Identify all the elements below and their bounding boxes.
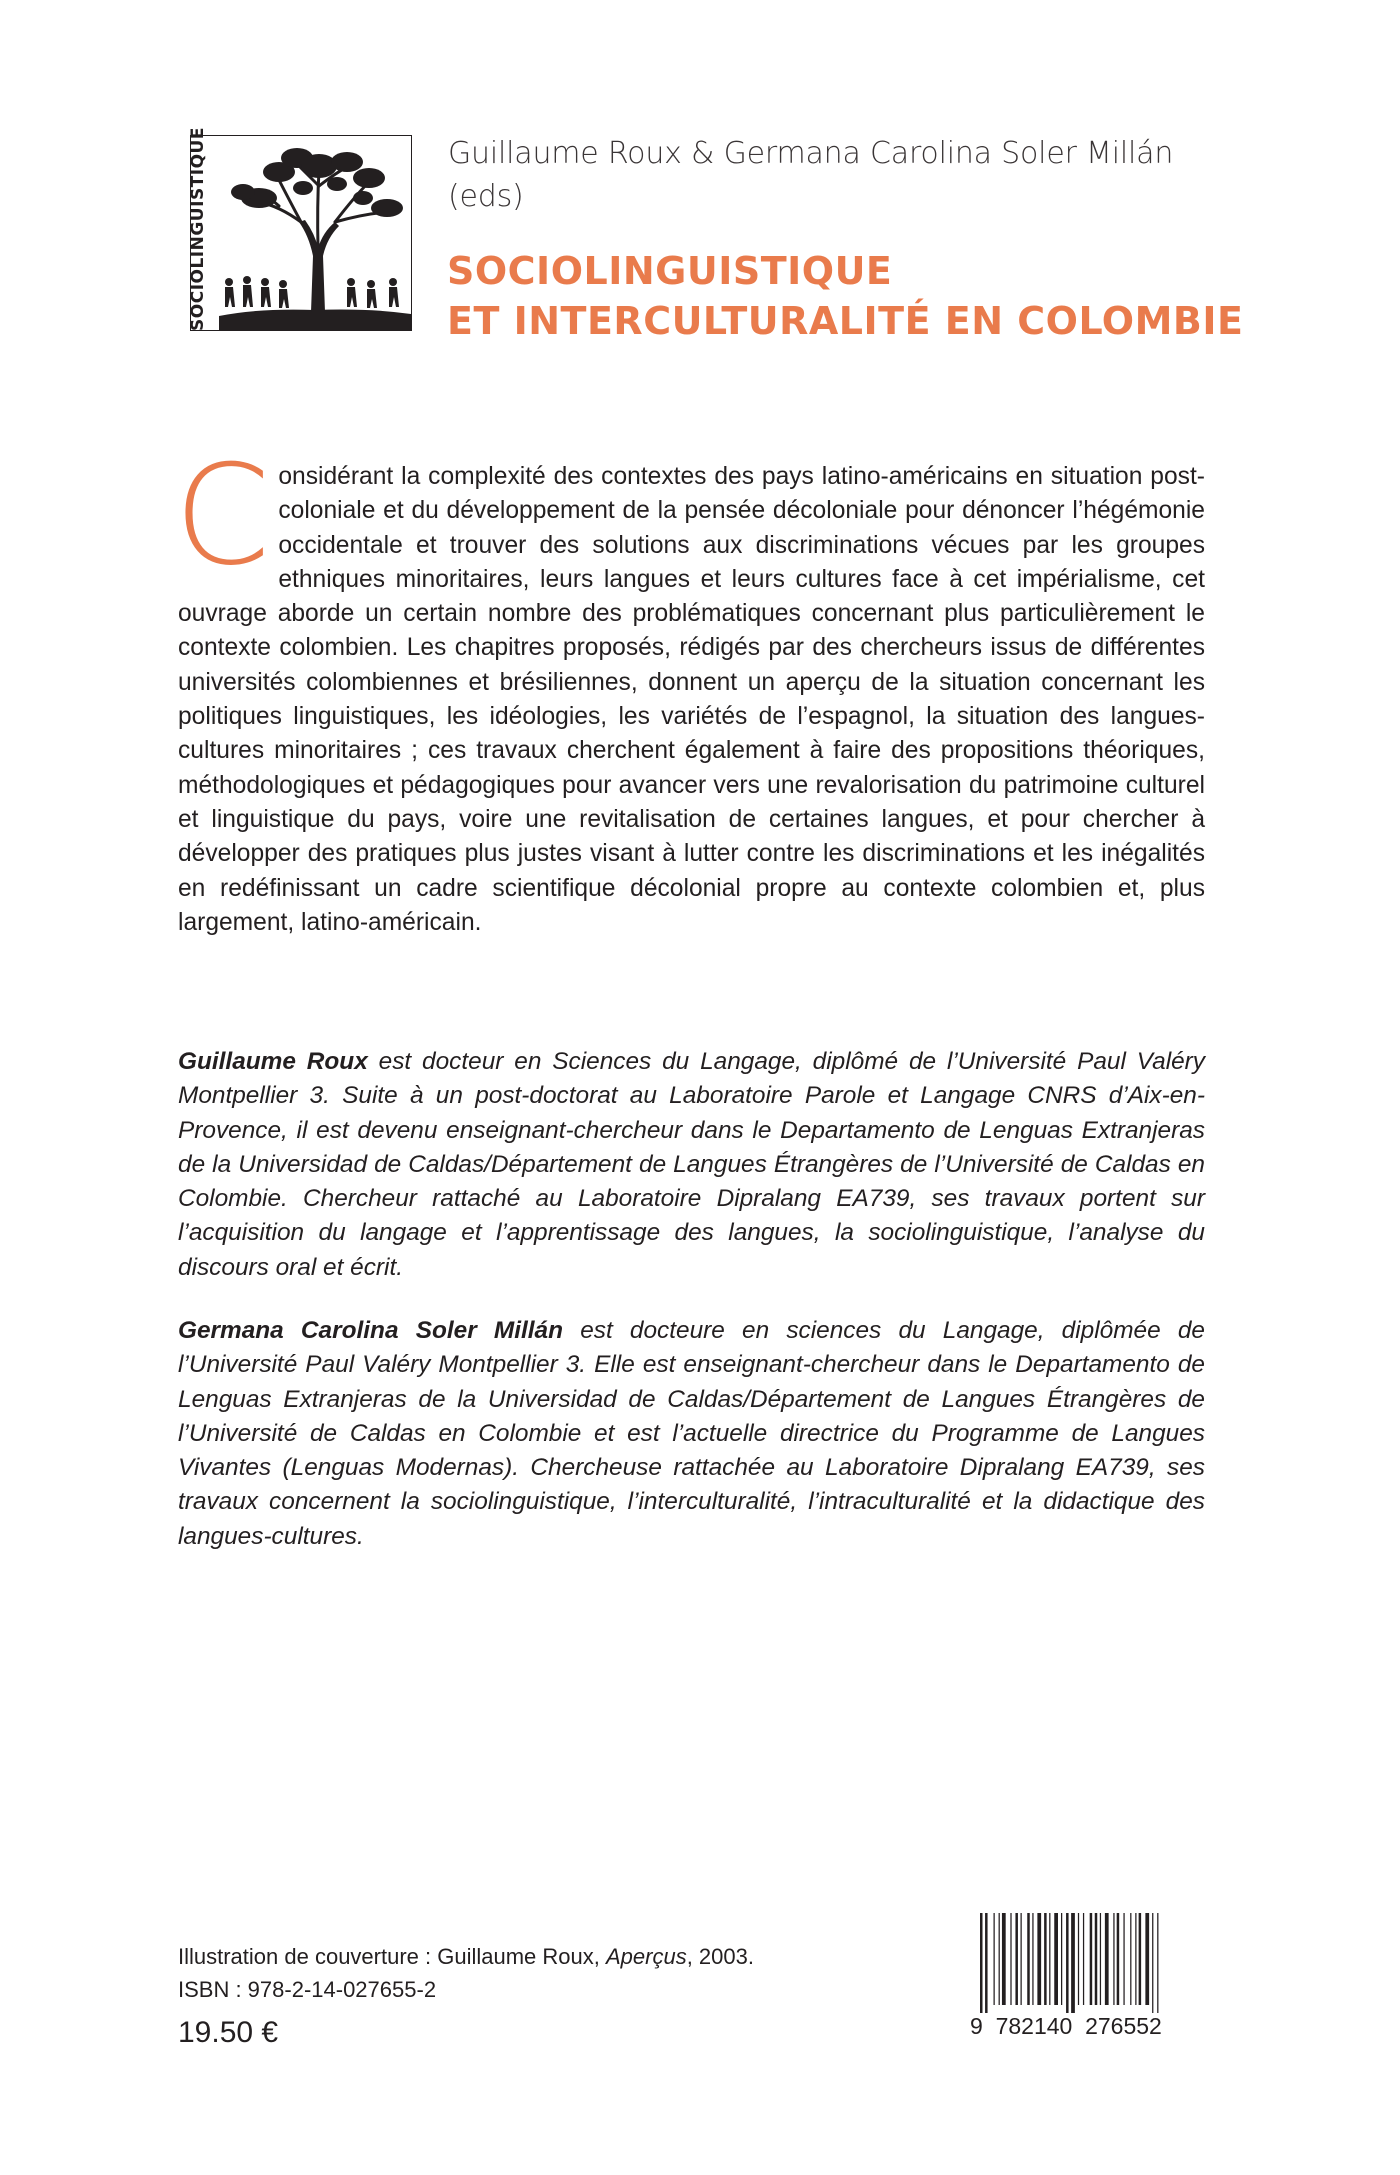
author-bio-name: Germana Carolina Soler Millán: [178, 1317, 564, 1344]
author-bio-text: est docteur en Sciences du Langage, diplômé de l’Université Paul Valéry Montpellier 3. Suite à un post-doctorat au Laboratoire Parole et Langage CNRS d’Aix-en-Provence, il est devenu enseignant-chercheur dans le Departamento de Lenguas Extranjeras de la Universidad de Caldas/Département de Langues Étrangères de l’Université de Caldas en Colombie. Chercheur rattaché au Laboratoire Dipralang EA739, ses travaux portent sur l’acquisition du langage et l’apprentissage des langues, la sociolinguistique, l’analyse du discours oral et écrit.: [178, 1048, 1205, 1281]
barcode-bar: [1083, 1913, 1084, 2005]
barcode-bar: [1010, 1913, 1011, 2005]
barcode-bar: [1113, 1913, 1114, 2005]
barcode-bars: [978, 1913, 1210, 2013]
isbn: ISBN : 978-2-14-027655-2: [178, 1977, 437, 2002]
barcode-bar: [1105, 1913, 1109, 2005]
barcode-bar: [1095, 1913, 1098, 2005]
barcode-bar: [1152, 1913, 1153, 2013]
book-title: [447, 246, 1347, 346]
book-authors: [448, 132, 1248, 218]
barcode-bar: [1078, 1913, 1079, 2005]
barcode-bar: [1037, 1913, 1041, 2005]
barcode-bar: [1061, 1913, 1062, 2005]
barcode-bar: [1145, 1913, 1149, 2005]
title-line-2: ET INTERCULTURALITÉ EN COLOMBIE: [447, 299, 1244, 343]
tree-silhouette-icon: [219, 136, 411, 330]
barcode-bar: [1015, 1913, 1018, 2005]
price: 19.50 €: [178, 2016, 279, 2049]
authors-line: Guillaume Roux & Germana Carolina Soler Millán: [448, 136, 1174, 171]
author-bio: [178, 1314, 1205, 1554]
abstract-text: onsidérant la complexité des contextes des pays latino-américains en situation post-coloniale et du développement de la pensée décoloniale pour dénoncer l’hégémonie occidentale et trouver des solutions aux discriminations vécues par les groupes ethniques minoritaires, leurs langues et leurs cultures face à cet impérialisme, cet ouvrage aborde un certain nombre des problématiques concernant plus particulièrement le contexte colombien. Les chapitres proposés, rédigés par des chercheurs issus de différentes universités colombiennes et brésiliennes, donnent un aperçu de la situation concernant les politiques linguistiques, les idéologies, les variétés de l’espagnol, la situation des langues-cultures minoritaires ; ces travaux cherchent également à faire des propositions théoriques, méthodologiques et pédagogiques pour avancer vers une revalorisation du patrimoine culturel et linguistique du pays, voire une revitalisation de certaines langues, et pour chercher à développer des pratiques plus justes visant à lutter contre les discriminations et les inégalités en redéfinissant un cadre scientifique décolonial propre au contexte colombien et, plus largement, latino-américain.: [178, 463, 1205, 936]
barcode-bar: [1117, 1913, 1120, 2005]
barcode-bar: [1002, 1913, 1006, 2005]
barcode-bar: [999, 1913, 1000, 2005]
barcode-bar: [1054, 1913, 1058, 2005]
barcode: [970, 1913, 1210, 2038]
series-name: SOCIOLINGUISTIQUE: [188, 127, 209, 331]
credits-block: [178, 1940, 754, 2056]
barcode-bar: [1157, 1913, 1158, 2013]
abstract-paragraph: [174, 435, 1205, 940]
author-bio: [178, 1045, 1205, 1285]
barcode-bar: [1139, 1913, 1142, 2005]
barcode-bar: [1090, 1913, 1093, 2005]
barcode-bar: [1049, 1913, 1050, 2005]
barcode-bar: [1071, 1913, 1075, 2013]
barcode-digits: 9 782140 276552: [970, 2013, 1162, 2039]
barcode-bar: [1021, 1913, 1022, 2005]
title-line-1: SOCIOLINGUISTIQUE: [447, 249, 893, 293]
barcode-bar: [1123, 1913, 1124, 2005]
drop-cap: C: [174, 435, 271, 596]
barcode-bar: [1066, 1913, 1069, 2013]
editors-note: (eds): [448, 179, 524, 214]
author-bio-text: est docteure en sciences du Langage, diplômée de l’Université Paul Valéry Montpellier 3. Elle est enseignant-chercheur dans le Departamento de Lenguas Extranjeras de la Universidad de Caldas/Département de Langues Étrangères de l’Université de Caldas en Colombie et est l’actuelle directrice du Programme de Langues Vivantes (Lenguas Modernas). Chercheuse rattachée au Laboratoire Dipralang EA739, ses travaux concernent la sociolinguistique, l’interculturalité, l’intraculturalité et la didactique des langues-cultures.: [178, 1317, 1205, 1550]
illustration-title: Aperçus: [605, 1944, 687, 1969]
barcode-bar: [1135, 1913, 1136, 2005]
barcode-bar: [1027, 1913, 1030, 2005]
barcode-bar: [1100, 1913, 1101, 2005]
cover-illustration-credit: Illustration de couverture : Guillaume Roux, Aperçus, 2003.: [178, 1944, 754, 1969]
barcode-bar: [994, 1913, 995, 2005]
series-logo: [190, 135, 412, 331]
barcode-bar: [1044, 1913, 1047, 2005]
barcode-bar: [1032, 1913, 1033, 2005]
barcode-bar: [985, 1913, 988, 2013]
barcode-bar: [980, 1913, 983, 2013]
barcode-bar: [1130, 1913, 1131, 2005]
author-bio-name: Guillaume Roux: [178, 1048, 368, 1075]
